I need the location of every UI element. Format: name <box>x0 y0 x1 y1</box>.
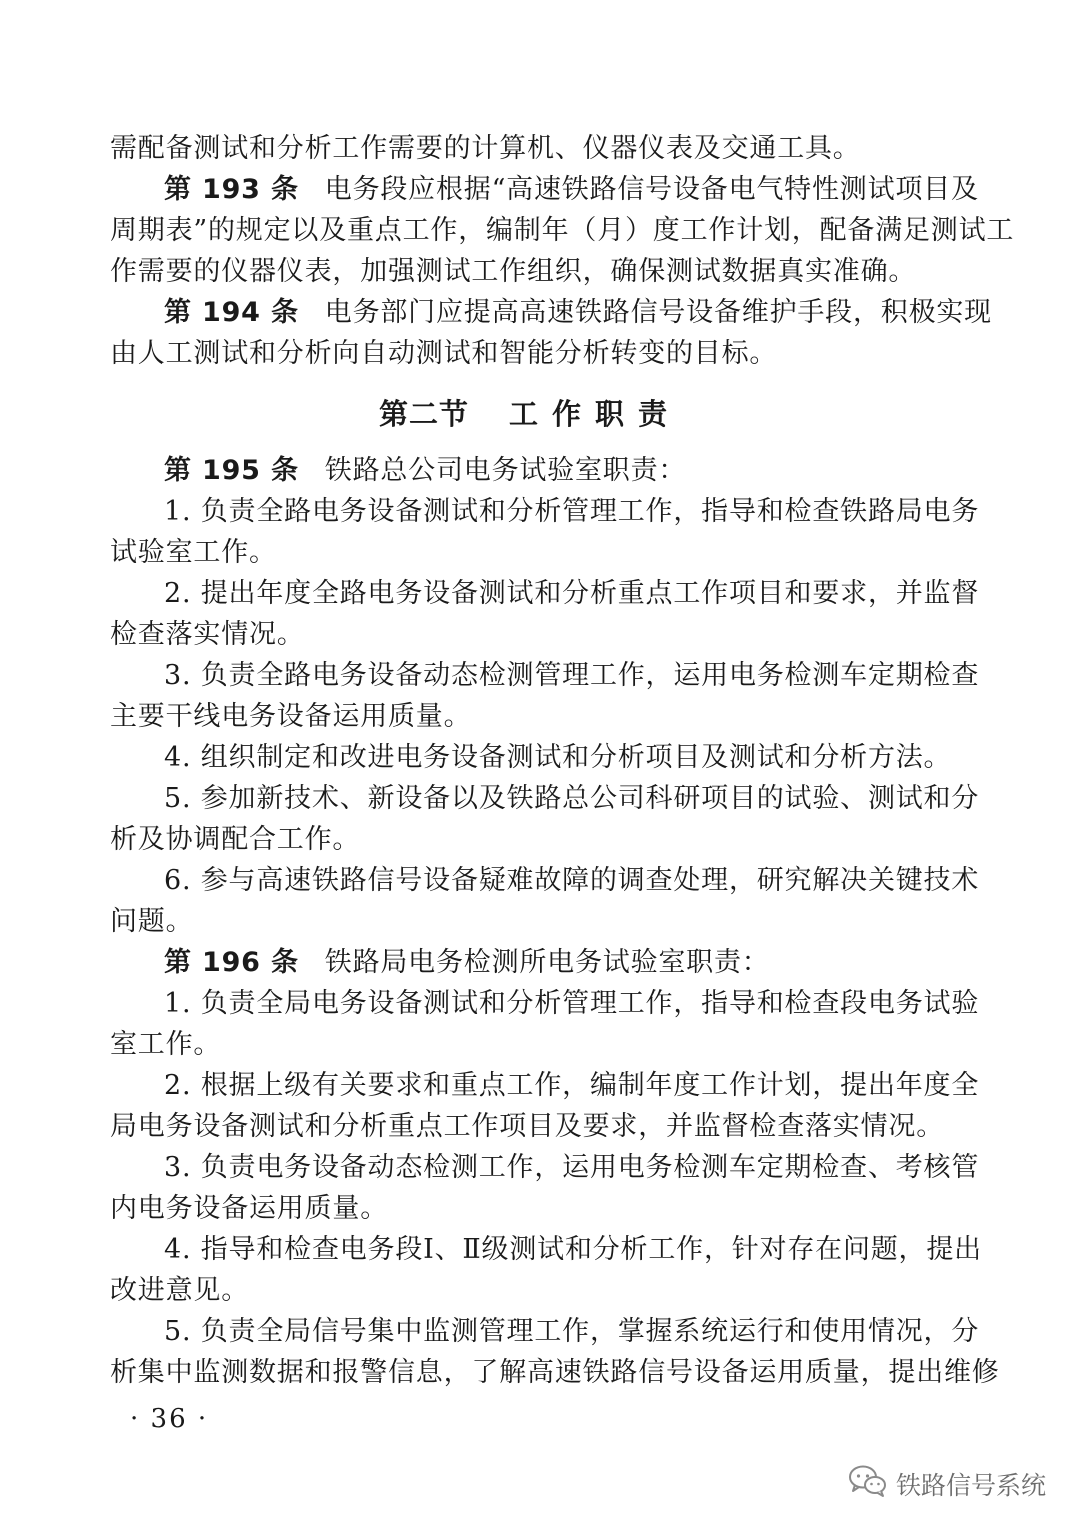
article-label: 第 195 条 <box>164 455 299 486</box>
section-number: 第二节 <box>378 397 469 431</box>
text-line: 铁路局电务检测所电务试验室职责： <box>324 947 770 978</box>
article-label: 第 194 条 <box>164 297 299 328</box>
list-item: 5. 负责全局信号集中监测管理工作，掌握系统运行和使用情况，分 <box>164 1316 980 1347</box>
list-item: 6. 参与高速铁路信号设备疑难故障的调查处理，研究解决关键技术 <box>164 865 980 896</box>
article-label: 第 196 条 <box>164 947 299 978</box>
section-title: 工作职责 <box>509 397 682 431</box>
text-line: 析集中监测数据和报警信息，了解高速铁路信号设备运用质量，提出维修 <box>110 1357 1000 1388</box>
text-line: 问题。 <box>110 906 194 937</box>
list-item: 2. 根据上级有关要求和重点工作，编制年度工作计划，提出年度全 <box>164 1070 980 1101</box>
text-line: 改进意见。 <box>110 1275 249 1306</box>
article-195 <box>110 450 950 491</box>
section-heading <box>110 378 950 450</box>
list-item: 3. 负责全路电务设备动态检测管理工作，运用电务检测车定期检查 <box>164 660 980 691</box>
document-body <box>110 128 1015 1393</box>
text-line: 局电务设备测试和分析重点工作项目及要求，并监督检查落实情况。 <box>110 1111 944 1142</box>
text-line: 电务段应根据“高速铁路信号设备电气特性测试项目及 <box>324 174 979 205</box>
text-line: 周期表”的规定以及重点工作，编制年（月）度工作计划，配备满足测试工 <box>110 215 1015 246</box>
list-item: 3. 负责电务设备动态检测工作，运用电务检测车定期检查、考核管 <box>164 1152 980 1183</box>
text-line: 需配备测试和分析工作需要的计算机、仪器仪表及交通工具。 <box>110 133 861 164</box>
list-item: 2. 提出年度全路电务设备测试和分析重点工作项目和要求，并监督 <box>164 578 980 609</box>
article-193 <box>110 169 979 210</box>
page-number: · 36 · <box>130 1404 209 1434</box>
list-item: 5. 参加新技术、新设备以及铁路总公司科研项目的试验、测试和分 <box>164 783 980 814</box>
watermark <box>848 1464 1046 1504</box>
text-line: 主要干线电务设备运用质量。 <box>110 701 472 732</box>
text-line: 检查落实情况。 <box>110 619 305 650</box>
list-item: 4. 组织制定和改进电务设备测试和分析项目及测试和分析方法。 <box>164 742 952 773</box>
text-line: 析及协调配合工作。 <box>110 824 361 855</box>
list-item: 4. 指导和检查电务段Ⅰ、Ⅱ级测试和分析工作，针对存在问题，提出 <box>164 1234 982 1265</box>
article-196 <box>110 942 950 983</box>
text-line: 试验室工作。 <box>110 537 277 568</box>
wechat-icon <box>848 1464 888 1504</box>
text-line: 铁路总公司电务试验室职责： <box>324 455 687 486</box>
watermark-text: 铁路信号系统 <box>895 1471 1046 1500</box>
article-label: 第 193 条 <box>164 174 299 205</box>
text-line: 室工作。 <box>110 1029 222 1060</box>
text-line: 由人工测试和分析向自动测试和智能分析转变的目标。 <box>110 338 778 369</box>
text-line: 电务部门应提高高速铁路信号设备维护手段，积极实现 <box>324 297 992 328</box>
list-item: 1. 负责全路电务设备测试和分析管理工作，指导和检查铁路局电务 <box>164 496 980 527</box>
article-194 <box>110 292 992 333</box>
text-line: 作需要的仪器仪表，加强测试工作组织，确保测试数据真实准确。 <box>110 256 917 287</box>
list-item: 1. 负责全局电务设备测试和分析管理工作，指导和检查段电务试验 <box>164 988 980 1019</box>
text-line: 内电务设备运用质量。 <box>110 1193 388 1224</box>
